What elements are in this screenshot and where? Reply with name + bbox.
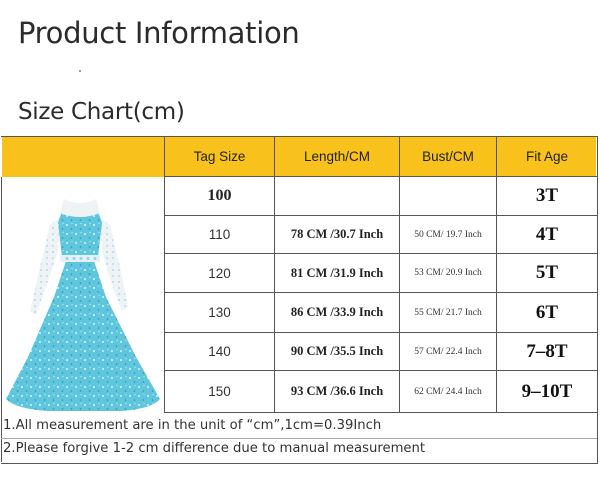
tag-size-cell: 100 — [164, 177, 274, 216]
measurement-notes — [3, 416, 593, 462]
fit-age-cell: 7–8T — [496, 333, 597, 371]
fit-age-cell: 4T — [496, 216, 597, 254]
length-cell: 93 CM /36.6 Inch — [274, 371, 399, 413]
length-cell: 78 CM /30.7 Inch — [274, 216, 399, 254]
note-unit: 1.All measurement are in the unit of “cm”,1cm=0.39Inch — [3, 418, 382, 433]
table-row — [164, 216, 597, 254]
bust-cell: 53 CM/ 20.9 Inch — [399, 254, 496, 293]
table-row — [164, 333, 597, 371]
header-length: Length/CM — [274, 137, 399, 177]
fit-age-cell: 6T — [496, 293, 597, 333]
length-cell: 81 CM /31.9 Inch — [274, 254, 399, 293]
length-cell: 86 CM /33.9 Inch — [274, 293, 399, 333]
tag-size-cell: 120 — [164, 254, 274, 293]
note-tolerance: 2.Please forgive 1-2 cm difference due to manual measurement — [3, 441, 426, 456]
bust-cell: 57 CM/ 22.4 Inch — [399, 333, 496, 371]
length-cell — [274, 177, 399, 216]
table-header-row — [164, 137, 597, 177]
tag-size-cell: 110 — [164, 216, 274, 254]
fit-age-cell: 5T — [496, 254, 597, 293]
bust-cell: 50 CM/ 19.7 Inch — [399, 216, 496, 254]
table-row — [164, 177, 597, 216]
table-row — [164, 254, 597, 293]
size-chart-title: Size Chart(cm) — [18, 99, 185, 125]
bust-cell: 62 CM/ 24.4 Inch — [399, 371, 496, 413]
page-title: Product Information — [18, 16, 300, 50]
dress-image-cell — [2, 177, 164, 413]
header-tag-size: Tag Size — [164, 137, 274, 177]
tag-size-cell: 140 — [164, 333, 274, 371]
table-row — [164, 371, 597, 413]
fit-age-cell: 9–10T — [496, 371, 597, 413]
speck — [79, 70, 81, 72]
dress-image — [2, 177, 164, 413]
fit-age-cell: 3T — [496, 177, 597, 216]
bust-cell: 55 CM/ 21.7 Inch — [399, 293, 496, 333]
header-fit-age: Fit Age — [496, 137, 597, 177]
table-row — [164, 293, 597, 333]
tag-size-cell: 150 — [164, 371, 274, 413]
bust-cell — [399, 177, 496, 216]
tag-size-cell: 130 — [164, 293, 274, 333]
length-cell: 90 CM /35.5 Inch — [274, 333, 399, 371]
header-bust: Bust/CM — [399, 137, 496, 177]
